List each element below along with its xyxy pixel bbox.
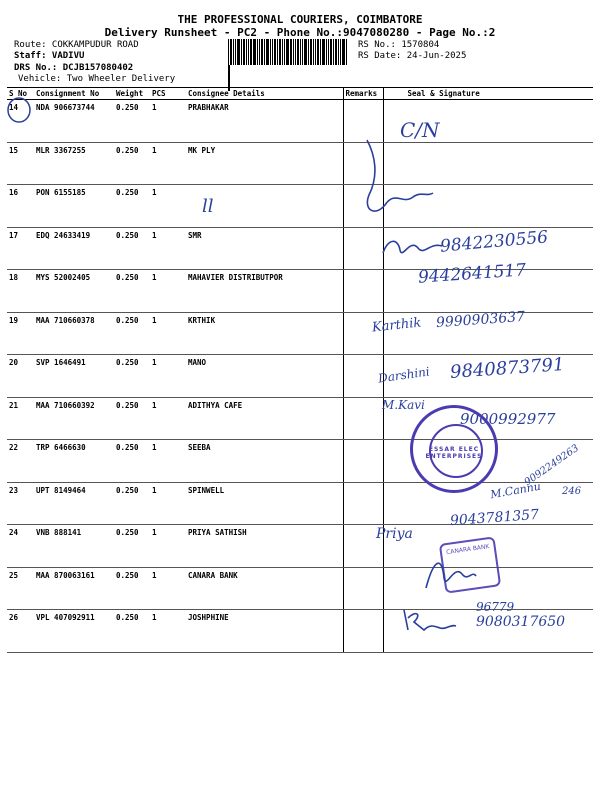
cell-weight: 0.250	[114, 525, 150, 568]
cell-sno: 23	[7, 482, 34, 525]
table-row	[7, 312, 593, 355]
cell-consignment: NDA 906673744	[34, 100, 114, 143]
table-row	[7, 397, 593, 440]
cell-remarks	[343, 312, 383, 355]
cell-consignee: PRABHAKAR	[180, 100, 343, 143]
cell-remarks	[343, 397, 383, 440]
cell-sno: 20	[7, 355, 34, 398]
cell-weight: 0.250	[114, 185, 150, 228]
company-stamp: ESSAR ELEC ENTERPRISES	[410, 405, 498, 493]
col-consignment: Consignment No	[34, 88, 114, 100]
cell-weight: 0.250	[114, 142, 150, 185]
table-row	[7, 610, 593, 653]
handwriting-r19-name: Karthik	[371, 315, 422, 336]
handwriting-r20-name: Darshini	[377, 364, 431, 386]
table-row	[7, 227, 593, 270]
cell-sno: 19	[7, 312, 34, 355]
col-consignee: Consignee Details	[180, 88, 343, 100]
barcode	[228, 39, 350, 65]
cell-consignee: MAHAVIER DISTRIBUTPOR	[180, 270, 343, 313]
signature-r17	[378, 228, 448, 268]
cell-sno: 21	[7, 397, 34, 440]
drs-info: DRS No.: DCJB157080402	[14, 63, 134, 73]
cell-sno: 24	[7, 525, 34, 568]
col-seal: Seal & Signature	[383, 88, 593, 100]
cell-pcs: 1	[150, 227, 180, 270]
table-row	[7, 100, 593, 143]
cell-pcs: 1	[150, 185, 180, 228]
route-info: Route: COKKAMPUDUR ROAD	[14, 40, 139, 50]
cell-seal	[383, 270, 593, 313]
handwriting-r14: C/N	[400, 118, 440, 142]
handwriting-r26-b: 9080317650	[476, 614, 566, 630]
cell-seal	[383, 355, 593, 398]
cell-remarks	[343, 567, 383, 610]
cell-sno: 15	[7, 142, 34, 185]
cell-pcs: 1	[150, 482, 180, 525]
cell-pcs: 1	[150, 440, 180, 483]
cell-consignee: SPINWELL	[180, 482, 343, 525]
cell-remarks	[343, 270, 383, 313]
table-row	[7, 567, 593, 610]
cell-consignee	[180, 185, 343, 228]
circled-row-mark	[4, 96, 34, 124]
table-row	[7, 355, 593, 398]
cell-sno: 14	[7, 100, 34, 143]
cell-seal	[383, 312, 593, 355]
cell-consignment: EDQ 24633419	[34, 227, 114, 270]
col-weight: Weight	[114, 88, 150, 100]
table-row	[7, 482, 593, 525]
signature-r15	[355, 135, 445, 225]
cell-weight: 0.250	[114, 355, 150, 398]
cell-consignee: ADITHYA CAFE	[180, 397, 343, 440]
signature-r25	[420, 548, 480, 594]
cell-consignment: MAA 710660392	[34, 397, 114, 440]
cell-consignee: SMR	[180, 227, 343, 270]
cell-weight: 0.250	[114, 100, 150, 143]
cell-consignment: VNB 888141	[34, 525, 114, 568]
cell-weight: 0.250	[114, 397, 150, 440]
runsheet-title: THE PROFESSIONAL COURIERS, COIMBATORE	[177, 13, 423, 26]
cell-pcs: 1	[150, 270, 180, 313]
handwriting-r23-extra: 246	[562, 486, 582, 497]
cell-remarks	[343, 610, 383, 653]
cell-consignee: MANO	[180, 355, 343, 398]
handwriting-r16-mark: ll	[202, 196, 214, 217]
cell-consignee: MK PLY	[180, 142, 343, 185]
handwriting-r23-name: M.Cannu	[489, 479, 542, 502]
col-sno: S No	[7, 88, 34, 100]
cell-remarks	[343, 440, 383, 483]
table-row	[7, 142, 593, 185]
cell-consignee: JOSHPHINE	[180, 610, 343, 653]
cell-remarks	[343, 355, 383, 398]
cell-remarks	[343, 482, 383, 525]
cell-sno: 25	[7, 567, 34, 610]
handwriting-r19-phone: 9990903637	[435, 308, 526, 332]
cell-sno: 26	[7, 610, 34, 653]
table-row	[7, 525, 593, 568]
cell-sno: 17	[7, 227, 34, 270]
cell-consignment: VPL 407092911	[34, 610, 114, 653]
cell-consignment: MAA 710660378	[34, 312, 114, 355]
rs-number: RS No.: 1570804	[358, 40, 440, 50]
runsheet-subtitle: Delivery Runsheet - PC2 - Phone No.:9047080280 - Page No.:2	[104, 26, 496, 39]
cell-weight: 0.250	[114, 610, 150, 653]
cell-consignment: TRP 6466630	[34, 440, 114, 483]
cell-pcs: 1	[150, 525, 180, 568]
staff-info: Staff: VADIVU	[14, 51, 85, 61]
cell-remarks	[343, 227, 383, 270]
handwriting-r23-phone: 9092249263	[522, 442, 582, 489]
cell-pcs: 1	[150, 142, 180, 185]
cell-pcs: 1	[150, 100, 180, 143]
runsheet-table	[7, 87, 593, 653]
cell-weight: 0.250	[114, 312, 150, 355]
cell-consignment: SVP 1646491	[34, 355, 114, 398]
cell-weight: 0.250	[114, 270, 150, 313]
cell-seal	[383, 479, 593, 525]
handwriting-r21-name: M.Kavi	[382, 398, 425, 412]
cell-sno: 22	[7, 440, 34, 483]
cell-consignment: MAA 870063161	[34, 567, 114, 610]
cell-consignment: UPT 8149464	[34, 482, 114, 525]
cell-consignment: MLR 3367255	[34, 142, 114, 185]
table-row	[7, 270, 593, 313]
cell-pcs: 1	[150, 355, 180, 398]
cell-weight: 0.250	[114, 482, 150, 525]
signature-r26	[400, 604, 460, 634]
cell-consignment: MYS 52002405	[34, 270, 114, 313]
cell-pcs: 1	[150, 312, 180, 355]
bank-stamp: CANARA BANK	[439, 536, 501, 593]
cell-sno: 16	[7, 185, 34, 228]
cell-pcs: 1	[150, 610, 180, 653]
table-row	[7, 185, 593, 228]
cell-remarks	[343, 525, 383, 568]
table-header-row	[7, 88, 593, 100]
table-row	[7, 440, 593, 483]
handwriting-r18-phone: 9442641517	[417, 260, 527, 288]
col-pcs: PCS	[150, 88, 180, 100]
handwriting-r26-a: 96779	[476, 600, 515, 614]
cell-weight: 0.250	[114, 567, 150, 610]
cell-pcs: 1	[150, 567, 180, 610]
cell-weight: 0.250	[114, 227, 150, 270]
handwriting-r24-phone: 9043781357	[449, 506, 540, 530]
handwriting-r20-phone: 9840873791	[449, 354, 566, 383]
cell-consignee: PRIYA SATHISH	[180, 525, 343, 568]
cell-consignment: PON 6155185	[34, 185, 114, 228]
handwriting-r24-name: Priya	[376, 526, 413, 542]
handwriting-r21-phone: 9000992977	[460, 410, 556, 428]
col-remarks: Remarks	[343, 88, 383, 100]
cell-consignee: CANARA BANK	[180, 567, 343, 610]
cell-consignee: KRTHIK	[180, 312, 343, 355]
cell-consignee: SEEBA	[180, 440, 343, 483]
cell-weight: 0.250	[114, 440, 150, 483]
handwriting-r17-phone: 9842230556	[439, 227, 549, 257]
vehicle-info: Vehicle: Two Wheeler Delivery	[18, 74, 176, 84]
cell-sno: 18	[7, 270, 34, 313]
cell-pcs: 1	[150, 397, 180, 440]
rs-date: RS Date: 24-Jun-2025	[358, 51, 467, 61]
